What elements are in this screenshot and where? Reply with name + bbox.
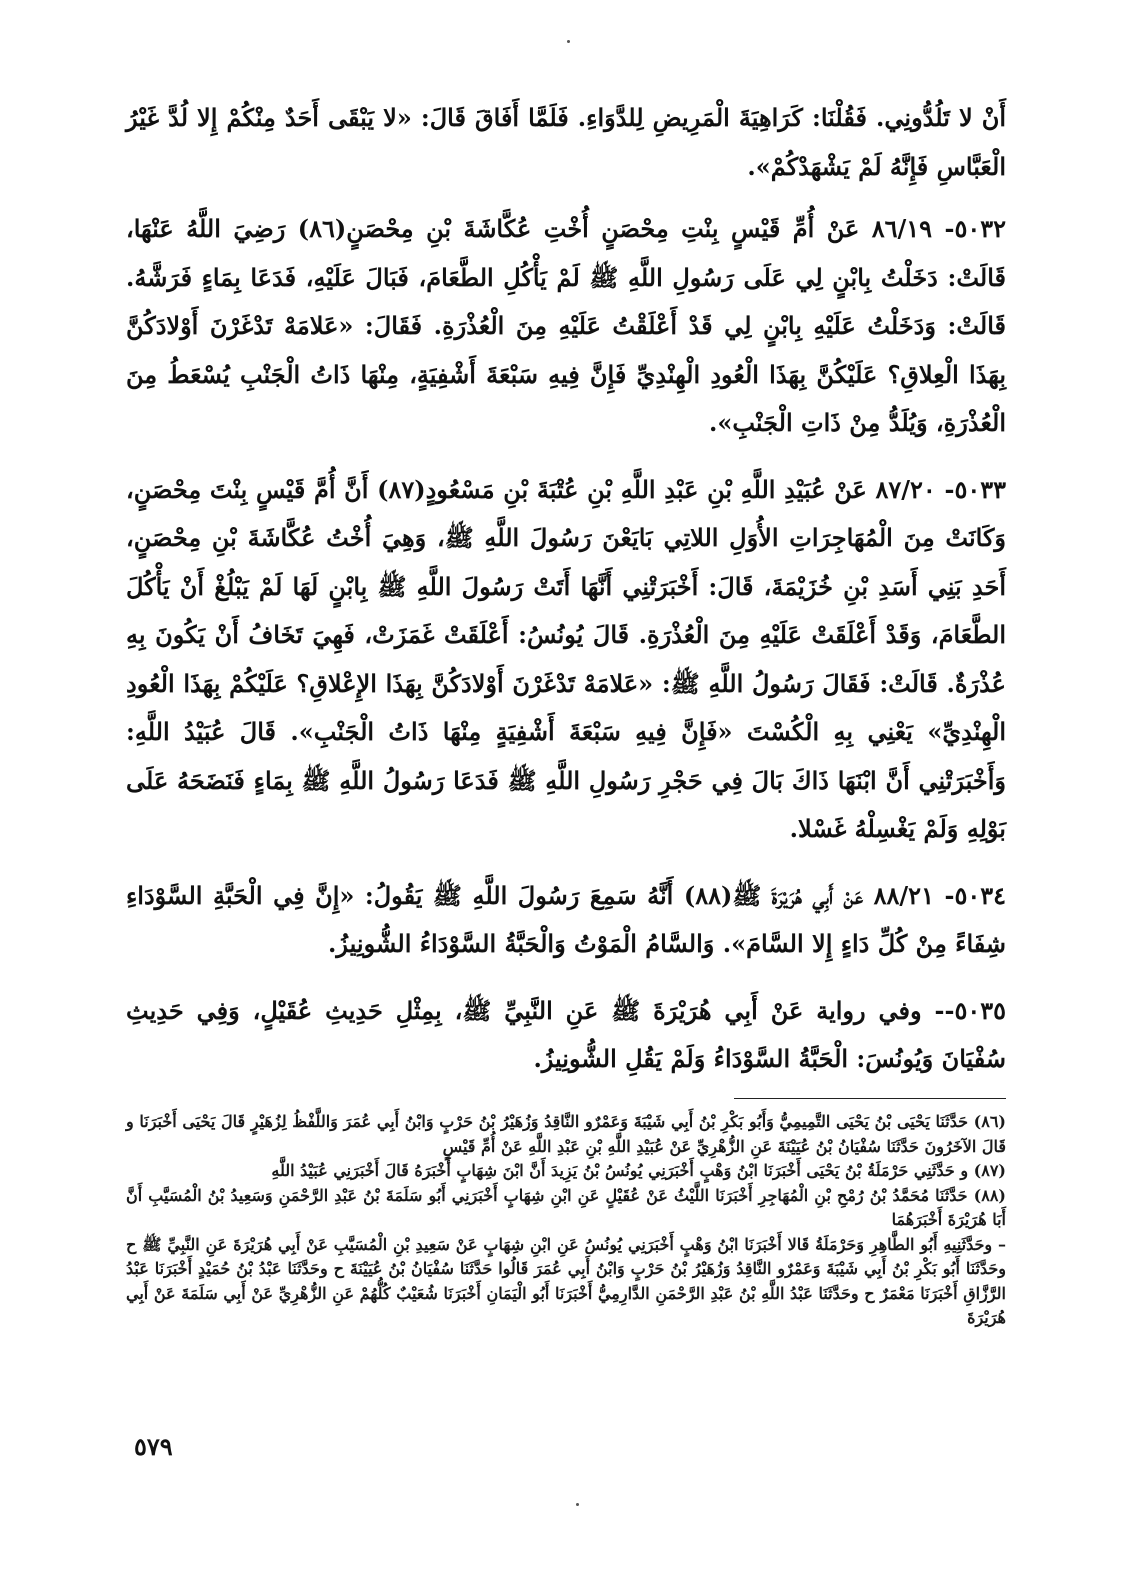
hadith-5033 (126, 466, 1006, 854)
hadith-continuation (126, 94, 1006, 191)
scan-speck (576, 1503, 579, 1506)
hadith-number: ٥٠٣٢- ٨٦/١٩ (871, 214, 1007, 243)
hadith-5034 (126, 872, 1006, 969)
hadith-number: ٥٠٣٤- ٨٨/٢١ (873, 880, 1007, 910)
hadith-body (126, 94, 1006, 1102)
hadith-text: عَنْ أَبِي هُرَيْرَةَ ﷺ(٨٨) أَنَّهُ سَمِعَ رَسُولَ اللَّهِ ﷺ يَقُولُ: «إِنَّ فِي الْحَبَّةِ السَّوْدَاءِ شِفَاءً مِنْ كُلِّ دَاءٍ إِلا السَّامَ». وَالسَّامُ الْمَوْتُ وَالْحَبَّةُ السَّوْدَاءُ الشُّونِيزُ. (126, 880, 1006, 958)
page-number: ٥٧٩ (134, 1432, 173, 1461)
footnote-87: (٨٧) و حَدَّثَنِي حَرْمَلَةُ بْنُ يَحْيَى أَخْبَرَنَا ابْنُ وَهْبٍ أَخْبَرَنِي يُونُسُ بْنُ يَزِيدَ أَنَّ ابْنَ شِهَابٍ أَخْبَرَهُ قَالَ أَخْبَرَنِي عُبَيْدُ اللَّهِ (271, 1161, 1006, 1180)
footnote-86: (٨٦) حَدَّثَنَا يَحْيَى بْنُ يَحْيَى التَّمِيمِيُّ وَأَبُو بَكْرِ بْنُ أَبِي شَيْبَةَ وَعَمْرٌو النَّاقِدُ وَزُهَيْرُ بْنُ حَرْبٍ وَابْنُ أَبِي عُمَرَ وَاللَّفْظُ لِزُهَيْرٍ قَالَ يَحْيَى أَخْبَرَنَا و قَالَ الآخَرُونَ حَدَّثَنَا سُفْيَانُ بْنُ عُيَيْنَةَ عَنِ الزُّهْرِيِّ عَنْ عُبَيْدِ اللَّهِ بْنِ عَبْدِ اللَّهِ عَنْ أُمِّ قَيْسٍ (126, 1112, 1006, 1156)
hadith-5035 (126, 987, 1006, 1084)
hadith-number: ٥٠٣٥-- (934, 995, 1006, 1025)
footnote-88: (٨٨) حَدَّثَنَا مُحَمَّدُ بْنُ رُمْحِ بْنِ الْمُهَاجِرِ أَخْبَرَنَا اللَّيْثُ عَنْ عُقَيْلٍ عَنِ ابْنِ شِهَابٍ أَخْبَرَنِي أَبُو سَلَمَةَ بْنُ عَبْدِ الرَّحْمَنِ وَسَعِيدُ بْنُ الْمُسَيَّبِ أَنَّ أَبَا هُرَيْرَةَ أَخْبَرَهُمَا (126, 1185, 1006, 1229)
hadith-text: أَنْ لا تَلُدُّونِي. فَقُلْنَا: كَرَاهِيَةَ الْمَرِيضِ لِلدَّوَاءِ. فَلَمَّا أَفَاقَ قَالَ: «لا يَبْقَى أَحَدٌ مِنْكُمْ إِلا لُدَّ غَيْرُ الْعَبَّاسِ فَإِنَّهُ لَمْ يَشْهَدْكُمْ». (126, 103, 1006, 181)
footnote-88-continuation: – وحَدَّثَنِيهِ أَبُو الطَّاهِرِ وَحَرْمَلَةُ قَالا أَخْبَرَنَا ابْنُ وَهْبٍ أَخْبَرَنِي يُونُسُ عَنِ ابْنِ شِهَابٍ عَنْ سَعِيدِ بْنِ الْمُسَيَّبِ عَنْ أَبِي هُرَيْرَةَ عَنِ النَّبِيِّ ﷺ ح وحَدَّثَنَا أَبُو بَكْرِ بْنُ أَبِي شَيْبَةَ وَعَمْرٌو النَّاقِدُ وَزُهَيْرُ بْنُ حَرْبٍ وَابْنُ أَبِي عُمَرَ قَالُوا حَدَّثَنَا سُفْيَانُ بْنُ عُيَيْنَةَ ح وحَدَّثَنَا عَبْدُ بْنُ حُمَيْدٍ أَخْبَرَنَا عَبْدُ الرَّزَّاقِ أَخْبَرَنَا مَعْمَرٌ ح وحَدَّثَنَا عَبْدُ اللَّهِ بْنُ عَبْدِ الرَّحْمَنِ الدَّارِمِيُّ أَخْبَرَنَا أَبُو الْيَمَانِ أَخْبَرَنَا شُعَيْبٌ كُلُّهُمْ عَنِ الزُّهْرِيِّ عَنْ أَبِي سَلَمَةَ عَنْ أَبِي هُرَيْرَةَ (126, 1234, 1006, 1327)
hadith-text: عَنْ أُمِّ قَيْسٍ بِنْتِ مِحْصَنٍ أُخْتِ عُكَّاشَةَ بْنِ مِحْصَنٍ(٨٦) رَضِيَ اللَّهُ عَنْهَا، قَالَتْ: دَخَلْتُ بِابْنٍ لِي عَلَى رَسُولِ اللَّهِ ﷺ لَمْ يَأْكُلِ الطَّعَامَ، فَبَالَ عَلَيْهِ، فَدَعَا بِمَاءٍ فَرَشَّهُ. قَالَتْ: وَدَخَلْتُ عَلَيْهِ بِابْنٍ لِي قَدْ أَعْلَقْتُ عَلَيْهِ مِنَ الْعُذْرَةِ. فَقَالَ: «عَلامَهْ تَدْغَرْنَ أَوْلادَكُنَّ بِهَذَا الْعِلاقِ؟ عَلَيْكُنَّ بِهَذَا الْعُودِ الْهِنْدِيِّ فَإِنَّ فِيهِ سَبْعَةَ أَشْفِيَةٍ، مِنْهَا ذَاتُ الْجَنْبِ يُسْعَطُ مِنَ الْعُذْرَةِ، وَيُلَدُّ مِنْ ذَاتِ الْجَنْبِ». (126, 214, 1006, 437)
scan-speck (567, 40, 570, 43)
footnote-divider (734, 1098, 1006, 1099)
hadith-5032 (126, 205, 1006, 448)
hadith-text: عَنْ عُبَيْدِ اللَّهِ بْنِ عَبْدِ اللَّهِ بْنِ عُتْبَةَ بْنِ مَسْعُودٍ(٨٧) أَنَّ أُمَّ قَيْسٍ بِنْتَ مِحْصَنٍ، وَكَانَتْ مِنَ الْمُهَاجِرَاتِ الأُوَلِ اللاتِي بَايَعْنَ رَسُولَ اللَّهِ ﷺ، وَهِيَ أُخْتُ عُكَّاشَةَ بْنِ مِحْصَنٍ، أَحَدِ بَنِي أَسَدِ بْنِ خُزَيْمَةَ، قَالَ: أَخْبَرَتْنِي أَنَّهَا أَتَتْ رَسُولَ اللَّهِ ﷺ بِابْنٍ لَهَا لَمْ يَبْلُغْ أَنْ يَأْكُلَ الطَّعَامَ، وَقَدْ أَعْلَقَتْ عَلَيْهِ مِنَ الْعُذْرَةِ. قَالَ يُونُسُ: أَعْلَقَتْ غَمَزَتْ، فَهِيَ تَخَافُ أَنْ يَكُونَ بِهِ عُذْرَةٌ. قَالَتْ: فَقَالَ رَسُولُ اللَّهِ ﷺ: «عَلامَهْ تَدْغَرْنَ أَوْلادَكُنَّ بِهَذَا الإِعْلاقِ؟ عَلَيْكُمْ بِهَذَا الْعُودِ الْهِنْدِيِّ» يَعْنِي بِهِ الْكُسْتَ «فَإِنَّ فِيهِ سَبْعَةَ أَشْفِيَةٍ مِنْهَا ذَاتُ الْجَنْبِ». قَالَ عُبَيْدُ اللَّهِ: وَأَخْبَرَتْنِي أَنَّ ابْنَهَا ذَاكَ بَالَ فِي حَجْرِ رَسُولِ اللَّهِ ﷺ فَدَعَا رَسُولُ اللَّهِ ﷺ بِمَاءٍ فَنَضَحَهُ عَلَى بَوْلِهِ وَلَمْ يَغْسِلْهُ غَسْلا. (126, 474, 1006, 843)
hadith-text: وفي رواية عَنْ أَبِي هُرَيْرَةَ ﷺ عَنِ النَّبِيِّ ﷺ، بِمِثْلِ حَدِيثِ عُقَيْلٍ، وَفِي حَدِيثِ سُفْيَانَ وَيُونُسَ: الْحَبَّةُ السَّوْدَاءُ وَلَمْ يَقُلِ الشُّونِيزُ. (126, 995, 1006, 1073)
hadith-number: ٥٠٣٣- ٨٧/٢٠ (875, 474, 1006, 504)
footnotes (126, 1110, 1006, 1331)
